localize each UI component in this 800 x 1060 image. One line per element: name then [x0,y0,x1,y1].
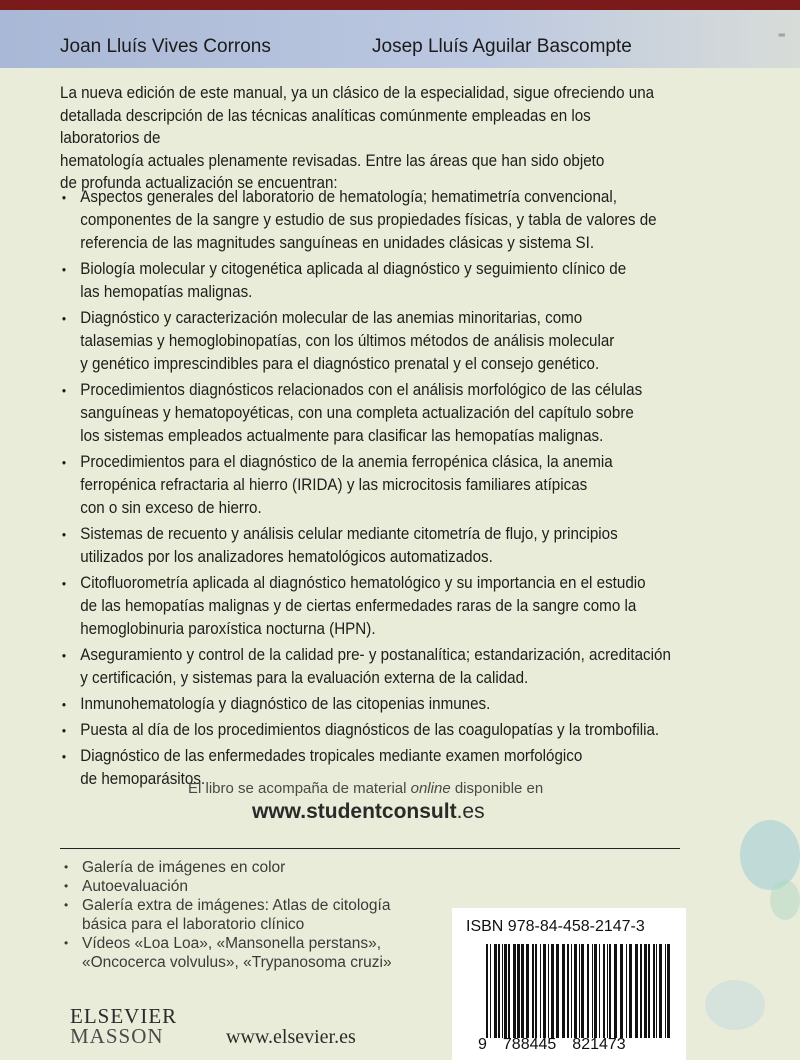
topic-line: referencia de las magnitudes sanguíneas en unidades clásicas y sistema SI. [80,234,595,252]
barcode-bar [659,944,662,1038]
barcode-bar [607,944,608,1038]
barcode-bar [587,944,589,1038]
intro-line: La nueva edición de este manual, ya un clásico de la especialidad, sigue ofreciendo una [60,84,655,102]
barcode-bar [644,944,647,1038]
author-2: Josep Lluís Aguilar Bascompte [372,36,632,57]
extra-line: • Galería extra de imágenes: Atlas de citología [82,897,391,914]
isbn-box [452,908,686,1060]
barcode-bar [513,944,516,1038]
barcode-bar [551,944,554,1038]
extras-list [60,858,440,972]
barcode-bar [574,944,577,1038]
extra-line: • Autoevaluación [82,878,188,895]
topic-item [60,186,766,255]
isbn-label: ISBN 978-84-458-2147-3 [466,918,645,935]
watercolor-splash [740,820,800,890]
barcode-bar [620,944,623,1038]
barcode-bar [614,944,617,1038]
barcode-bar [526,944,529,1038]
topic-line: los sistemas empleados actualmente para clasificar las hemopatías malignas. [80,427,604,445]
topic-line: • Aspectos generales del laboratorio de hematología; hematimetría convencional, [80,188,617,206]
corner-mark-icon: ⁼ [777,30,786,47]
topic-line: con o sin exceso de hierro. [80,499,262,517]
barcode-bar [502,944,503,1038]
barcode-bar [486,944,488,1038]
isbn-digits: 9 788445 821473 [478,1036,626,1053]
divider [60,848,680,849]
topic-item [60,379,766,448]
topic-item [60,523,766,569]
topics-list [60,186,750,794]
publisher-url[interactable]: www.elsevier.es [226,1026,356,1048]
watercolor-splash [705,980,765,1030]
extra-item [60,934,440,972]
author-bar [0,10,800,68]
topic-line: • Procedimientos para el diagnóstico de la anemia ferropénica clásica, la anemia [80,453,613,471]
barcode-bar [517,944,520,1038]
topic-line: • Inmunohematología y diagnóstico de las citopenias inmunes. [80,695,491,713]
topic-line: ferropénica refractaria al hierro (IRIDA) y las microcitosis familiares atípicas [80,476,588,494]
barcode-bar [609,944,611,1038]
barcode-bar [599,944,600,1038]
barcode-bar [629,944,632,1038]
barcode-bar [548,944,549,1038]
topic-line: de hemoparásitos. [80,770,206,788]
barcode-bar [579,944,580,1038]
extra-item [60,858,440,877]
topic-line: • Diagnóstico y caracterización molecular de las anemias minoritarias, como [80,309,583,327]
barcode-bar [494,944,497,1038]
barcode-bar [562,944,565,1038]
topic-item [60,258,766,304]
extra-line: • Vídeos «Loa Loa», «Mansonella perstans», [82,935,382,952]
topic-line: • Diagnóstico de las enfermedades tropicales mediante examen morfológico [80,747,583,765]
topic-item [60,307,766,376]
barcode-bar [543,944,546,1038]
barcode-bar [640,944,642,1038]
topic-item [60,572,766,641]
intro-paragraph [60,82,658,195]
extra-item [60,896,440,934]
barcode-bar [498,944,500,1038]
barcode-bar [535,944,537,1038]
topic-line: • Aseguramiento y control de la calidad pre- y postanalítica; estandarización, acreditación [80,646,671,664]
topic-line: hemoglobinuria paroxística nocturna (HPN). [80,620,376,638]
topic-line: y certificación, y sistemas para la evaluación externa de la calidad. [80,669,529,687]
top-border [0,0,800,10]
intro-line: de profunda actualización se encuentran: [60,174,338,192]
barcode-bar [581,944,584,1038]
barcode-bar [592,944,593,1038]
barcode-bar [656,944,657,1038]
online-note: El libro se acompaña de material online disponible en [188,780,544,797]
barcode-bar [508,944,510,1038]
publisher-logo: ELSEVIER MASSON [70,1004,178,1048]
topic-line: • Sistemas de recuento y análisis celular mediante citometría de flujo, y principios [80,525,618,543]
topic-line: utilizados por los analizadores hematológicos automatizados. [80,548,493,566]
topic-line: • Procedimientos diagnósticos relacionados con el análisis morfológico de las células [80,381,643,399]
extra-line: «Oncocerca volvulus», «Trypanosoma cruzi» [82,954,392,971]
extra-line: • Galería de imágenes en color [82,859,286,876]
topic-item [60,451,766,520]
barcode-bar [532,944,534,1038]
barcode-bar [648,944,650,1038]
topic-item [60,693,766,716]
extra-item [60,877,440,896]
intro-line: hematología actuales plenamente revisadas. Entre las áreas que han sido objeto [60,151,605,170]
barcode-bar [594,944,597,1038]
barcode-bar [521,944,524,1038]
extra-line: básica para el laboratorio clínico [82,916,305,933]
barcode-bar [653,944,655,1038]
topic-line: talasemias y hemoglobinopatías, con los últimos métodos de análisis molecular [80,332,615,350]
barcode-bar [603,944,605,1038]
topic-line: sanguíneas y hematopoyéticas, con una completa actualización del capítulo sobre [80,404,634,422]
barcode-bar [490,944,491,1038]
topic-item [60,644,766,690]
barcode-bar [667,944,670,1038]
topic-line: • Puesta al día de los procedimientos diagnósticos de las coagulopatías y la trombofilia. [80,721,660,739]
barcode-bar [504,944,507,1038]
barcode-bar [540,944,541,1038]
topic-line: las hemopatías malignas. [80,283,253,301]
intro-line: detallada descripción de las técnicas analíticas comúnmente empleadas en los laboratorios de [60,106,591,147]
barcode-bar [665,944,666,1038]
barcode [486,944,674,1038]
barcode-bar [626,944,627,1038]
topic-line: • Citofluorometría aplicada al diagnóstico hematológico y su importancia en el estudio [80,574,646,592]
barcode-bar [556,944,559,1038]
barcode-bar [571,944,572,1038]
barcode-bar [635,944,638,1038]
topic-line: componentes de la sangre y estudio de sus propiedades físicas, y tabla de valores de [80,211,657,229]
studentconsult-link[interactable]: www.studentconsult.es [252,800,485,823]
barcode-bar [567,944,569,1038]
topic-item [60,719,766,742]
author-1: Joan Lluís Vives Corrons [60,36,271,57]
watercolor-splash [770,880,800,920]
topic-line: • Biología molecular y citogenética aplicada al diagnóstico y seguimiento clínico de [80,260,627,278]
topic-line: de las hemopatías malignas y de ciertas enfermedades raras de la sangre como la [80,597,637,615]
topic-line: y genético imprescindibles para el diagnóstico prenatal y el consejo genético. [80,355,600,373]
